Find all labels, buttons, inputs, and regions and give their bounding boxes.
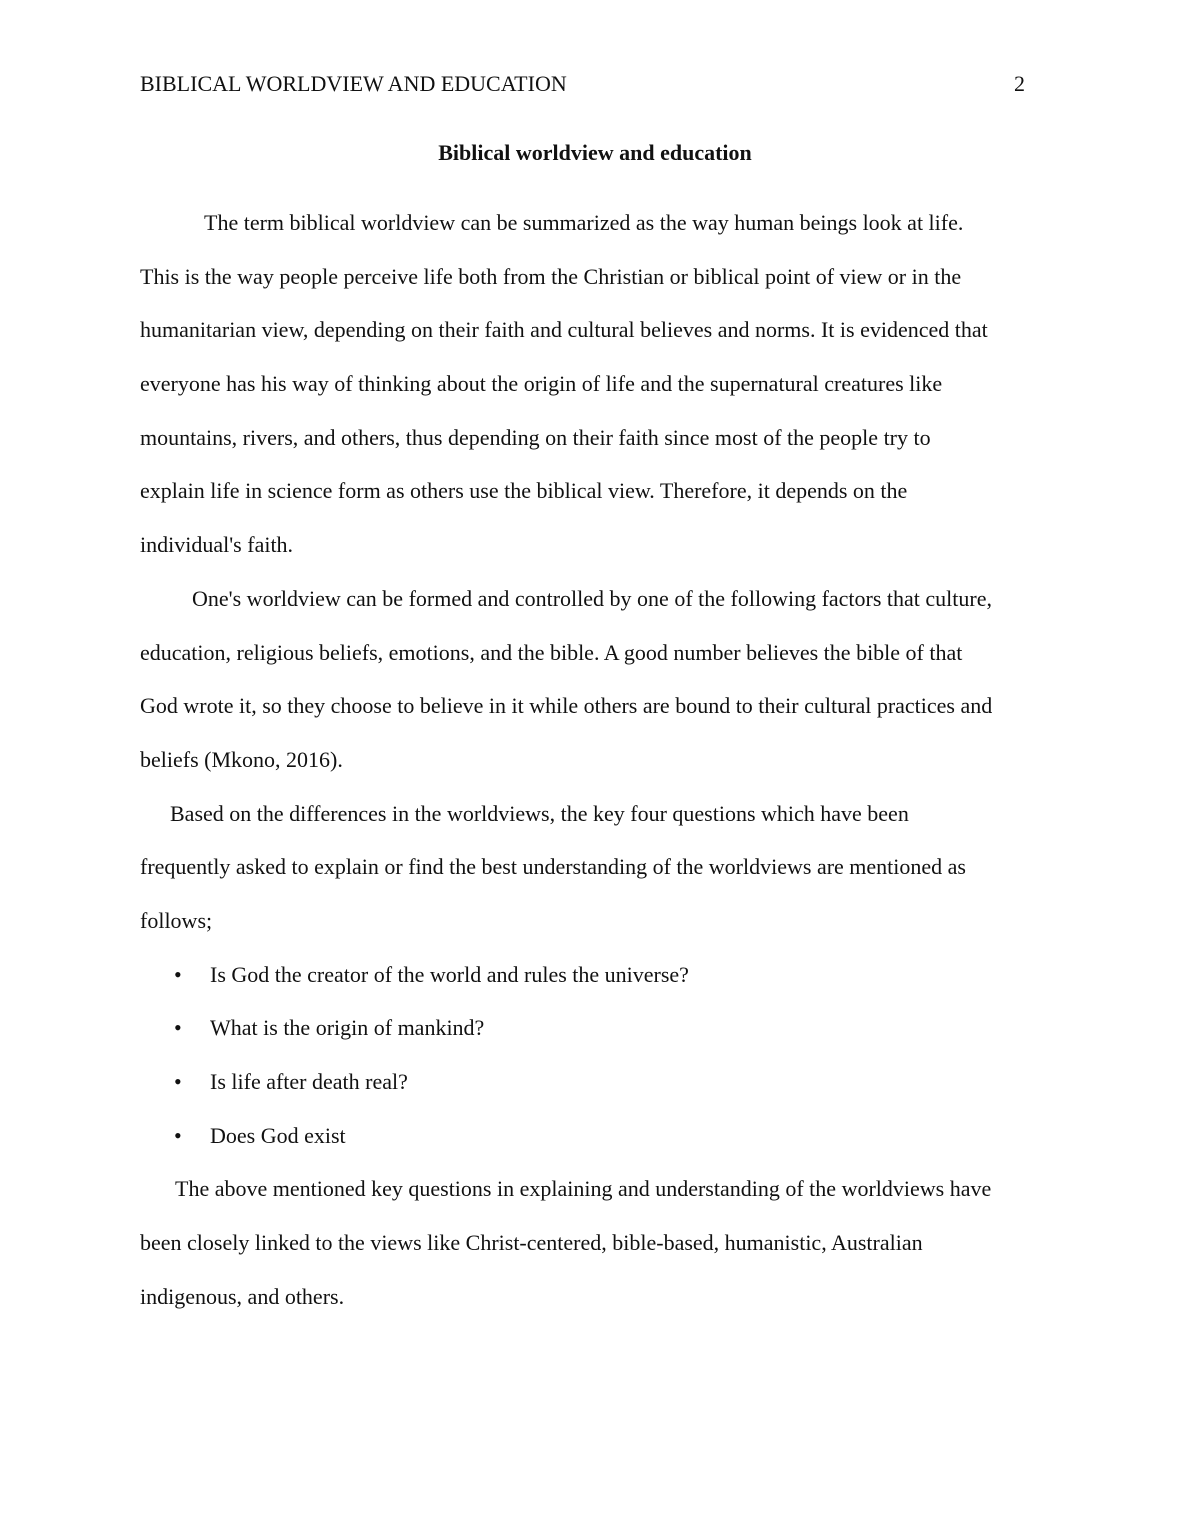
bullet-icon: • <box>174 961 182 987</box>
paragraph-line: follows; <box>140 907 213 933</box>
list-item <box>140 1109 1050 1163</box>
running-head-title: BIBLICAL WORLDVIEW AND EDUCATION <box>140 71 567 96</box>
paragraph-key-questions-intro <box>140 787 1050 948</box>
paragraph-worldview-factors <box>140 572 1050 787</box>
paragraph-line: humanitarian view, depending on their faith and cultural believes and norms. It is evidenced that <box>140 317 988 343</box>
page-number: 2 <box>1014 71 1025 96</box>
list-item-text: What is the origin of mankind? <box>210 1015 485 1041</box>
paragraph-line: The term biblical worldview can be summarized as the way human beings look at life. <box>204 210 964 235</box>
list-item <box>140 1001 1050 1055</box>
bullet-icon: • <box>174 1122 182 1148</box>
bullet-icon: • <box>174 1015 182 1041</box>
paragraph-line: everyone has his way of thinking about the origin of life and the supernatural creatures like <box>140 371 943 397</box>
list-item <box>140 1055 1050 1109</box>
paragraph-worldview-definition <box>140 196 1050 572</box>
list-item-text: Is God the creator of the world and rules the universe? <box>210 961 689 987</box>
paragraph-line: indigenous, and others. <box>140 1283 345 1309</box>
document-body <box>140 196 1050 1323</box>
key-questions-list <box>140 948 1050 1163</box>
list-item-text: Is life after death real? <box>210 1069 408 1094</box>
list-item-text: Does God exist <box>210 1122 346 1148</box>
paragraph-line: mountains, rivers, and others, thus depending on their faith since most of the people try to <box>140 424 931 450</box>
paragraph-line: God wrote it, so they choose to believe in it while others are bound to their cultural practices and <box>140 693 993 719</box>
paragraph-line: individual's faith. <box>140 532 294 558</box>
bullet-icon: • <box>174 1069 182 1094</box>
paragraph-line: beliefs (Mkono, 2016). <box>140 746 343 772</box>
paragraph-conclusion <box>140 1162 1050 1323</box>
paragraph-line: frequently asked to explain or find the best understanding of the worldviews are mentioned as <box>140 854 966 880</box>
paragraph-line: The above mentioned key questions in explaining and understanding of the worldviews have <box>175 1176 992 1202</box>
list-item <box>140 948 1050 1002</box>
paragraph-line: Based on the differences in the worldviews, the key four questions which have been <box>170 800 909 826</box>
paragraph-line: education, religious beliefs, emotions, and the bible. A good number believes the bible of that <box>140 639 963 665</box>
paragraph-line: been closely linked to the views like Christ-centered, bible-based, humanistic, Australian <box>140 1230 923 1256</box>
paragraph-line: One's worldview can be formed and controlled by one of the following factors that culture, <box>192 585 992 611</box>
paragraph-line: This is the way people perceive life both from the Christian or biblical point of view or in the <box>140 263 962 289</box>
document-title: Biblical worldview and education <box>438 140 752 165</box>
paragraph-line: explain life in science form as others use the biblical view. Therefore, it depends on the <box>140 478 908 504</box>
